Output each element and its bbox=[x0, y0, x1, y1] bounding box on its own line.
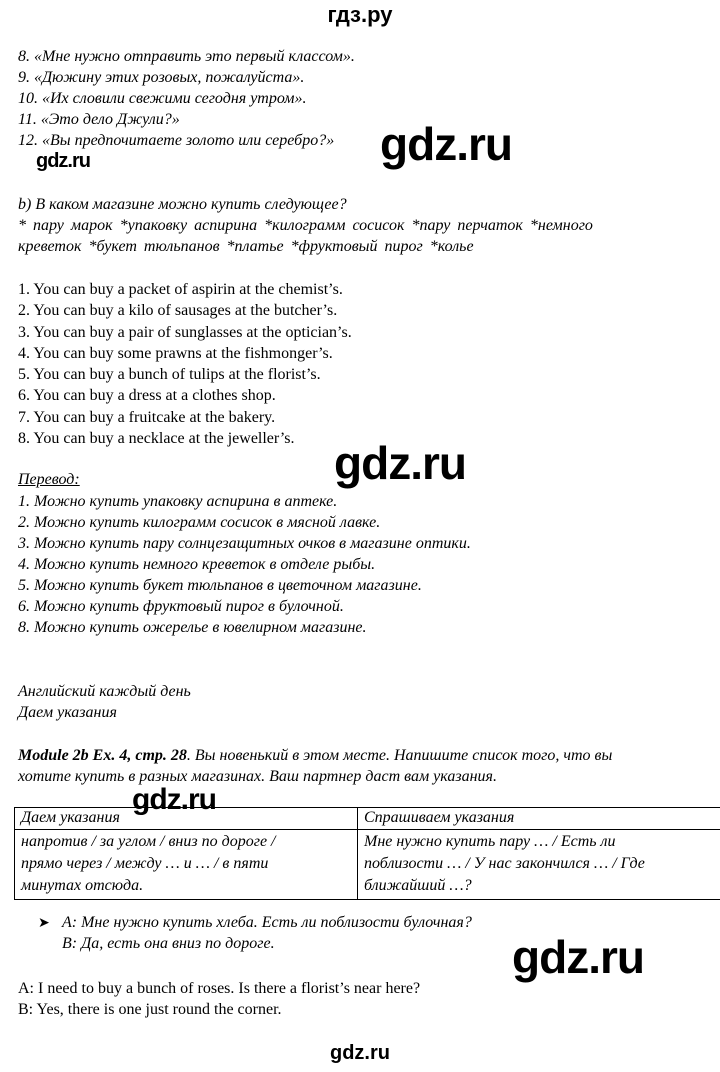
site-footer: gdz.ru bbox=[330, 1042, 390, 1064]
translation-item: 5. Можно купить букет тюльпанов в цветочном магазине. bbox=[18, 577, 422, 594]
exercise-text: хотите купить в разных магазинах. Ваш партнер даст вам указания. bbox=[18, 768, 497, 785]
exercise-instruction bbox=[18, 745, 612, 766]
watermark: gdz.ru bbox=[334, 437, 466, 489]
answer-item: 3. You can buy a pair of sunglasses at the optician’s. bbox=[18, 323, 352, 341]
answer-item: 7. You can buy a fruitcake at the bakery. bbox=[18, 408, 276, 426]
example-en-a: A: I need to buy a bunch of roses. Is there a florist’s near here? bbox=[18, 980, 421, 997]
answer-item: 8. You can buy a necklace at the jeweller’s. bbox=[18, 430, 295, 448]
example-ru-b: B: Да, есть она вниз по дороге. bbox=[62, 935, 275, 952]
translation-item: 3. Можно купить пару солнцезащитных очков в магазине оптики. bbox=[18, 535, 471, 552]
cell-line: поблизости … / У нас закончился … / Где bbox=[364, 855, 645, 872]
table-header-row bbox=[15, 808, 720, 830]
phrase-item: 9. «Дюжину этих розовых, пожалуйста». bbox=[18, 69, 305, 86]
watermark: gdz.ru bbox=[132, 783, 216, 816]
watermark: gdz.ru bbox=[512, 931, 644, 983]
task-question: b) В каком магазине можно купить следующее? bbox=[18, 196, 347, 213]
arrow-bullet-icon: ➤ bbox=[38, 916, 50, 931]
table-header: Спрашиваем указания bbox=[358, 808, 720, 830]
translation-item: 4. Можно купить немного креветок в отделе рыбы. bbox=[18, 556, 376, 573]
answer-list bbox=[18, 279, 352, 449]
section-title: Английский каждый день bbox=[18, 683, 191, 700]
example-en-b: B: Yes, there is one just round the corner. bbox=[18, 1001, 282, 1018]
answer-item: 6. You can buy a dress at a clothes shop. bbox=[18, 387, 276, 405]
table-cell-giving bbox=[15, 830, 358, 900]
watermark: gdz.ru bbox=[36, 150, 90, 172]
table-cell-asking bbox=[358, 830, 720, 900]
phrase-list bbox=[18, 46, 355, 151]
translation-item: 1. Можно купить упаковку аспирина в аптеке. bbox=[18, 493, 338, 510]
phrase-item: 8. «Мне нужно отправить это первый классом». bbox=[18, 48, 355, 65]
phrase-item: 12. «Вы предпочитаете золото или серебро?» bbox=[18, 132, 335, 149]
task-items: креветок *букет тюльпанов *платье *фруктовый пирог *колье bbox=[18, 238, 474, 255]
directions-table bbox=[14, 807, 720, 900]
cell-line: прямо через / между … и … / в пяти bbox=[21, 855, 269, 872]
site-header: гдз.ру bbox=[327, 2, 393, 27]
answer-item: 2. You can buy a kilo of sausages at the butcher’s. bbox=[18, 302, 338, 320]
phrase-item: 10. «Их словили свежими сегодня утром». bbox=[18, 90, 307, 107]
watermark: gdz.ru bbox=[380, 118, 512, 170]
exercise-ref: Module 2b Ex. 4, стр. 28 bbox=[18, 747, 187, 764]
section-subtitle: Даем указания bbox=[18, 704, 117, 721]
cell-line: минутах отсюда. bbox=[21, 877, 144, 894]
exercise-text: . Вы новенький в этом месте. Напишите список того, что вы bbox=[186, 747, 613, 764]
answer-item: 5. You can buy a bunch of tulips at the florist’s. bbox=[18, 366, 321, 384]
cell-line: Мне нужно купить пару … / Есть ли bbox=[364, 833, 616, 850]
cell-line: ближайший …? bbox=[364, 877, 472, 894]
table-header: Даем указания bbox=[15, 808, 358, 830]
translation-list bbox=[18, 491, 471, 638]
translation-item: 2. Можно купить килограмм сосисок в мясной лавке. bbox=[18, 514, 381, 531]
example-ru-a: A: Мне нужно купить хлеба. Есть ли поблизости булочная? bbox=[62, 914, 472, 931]
translation-item: 6. Можно купить фруктовый пирог в булочной. bbox=[18, 598, 344, 615]
translation-heading: Перевод: bbox=[18, 471, 80, 488]
translation-item: 8. Можно купить ожерелье в ювелирном магазине. bbox=[18, 619, 367, 636]
table-row bbox=[15, 830, 720, 900]
task-items: * пару марок *упаковку аспирина *килограмм сосисок *пару перчаток *немного bbox=[18, 217, 593, 234]
cell-line: напротив / за углом / вниз по дороге / bbox=[21, 833, 276, 850]
answer-item: 1. You can buy a packet of aspirin at the chemist’s. bbox=[18, 281, 343, 298]
phrase-item: 11. «Это дело Джули?» bbox=[18, 111, 180, 128]
answer-item: 4. You can buy some prawns at the fishmonger’s. bbox=[18, 344, 333, 362]
